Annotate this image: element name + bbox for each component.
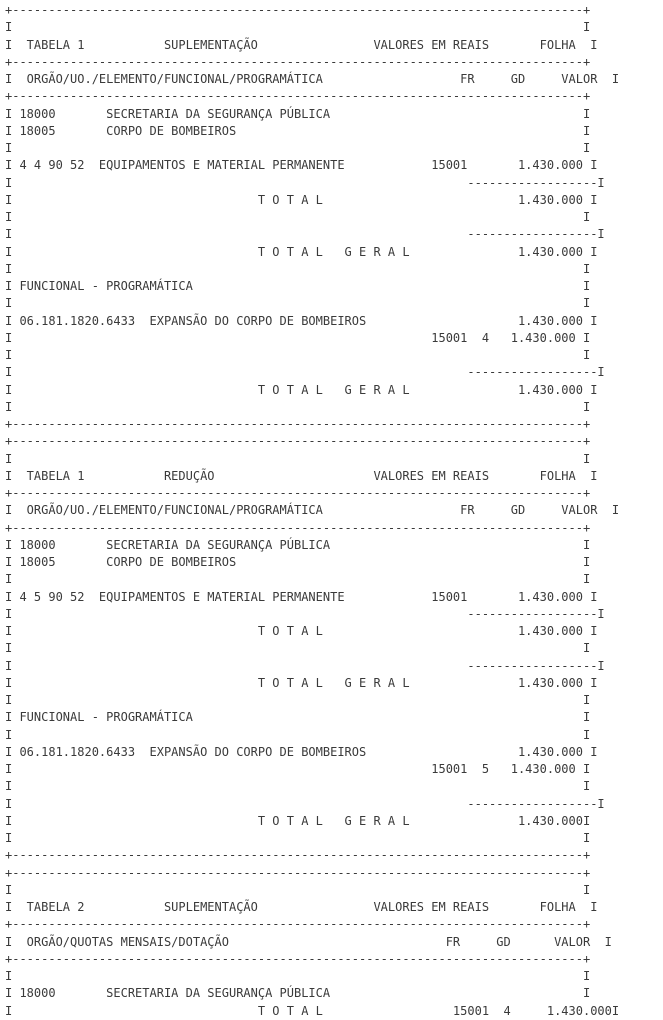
text-line: I 06.181.1820.6433 EXPANSÃO DO CORPO DE BOMBEIROS 1.430.000 I (5, 313, 598, 328)
text-line: I 18005 CORPO DE BOMBEIROS I (5, 123, 591, 138)
text-line: I I (5, 727, 591, 742)
text-line: I ------------------I (5, 365, 605, 380)
text-line: I I (5, 20, 591, 35)
text-line: +-------------------------------------------------------------------------------+ (5, 434, 591, 449)
text-line: I I (5, 348, 591, 362)
text-line: I ORGÃO/UO./ELEMENTO/FUNCIONAL/PROGRAMÁTICA FR GD VALOR I (5, 503, 620, 518)
text-line: I I (5, 779, 591, 794)
text-line: +-------------------------------------------------------------------------------+ (5, 89, 591, 104)
text-line: I ------------------I (5, 606, 605, 621)
text-line: I ------------------I (5, 227, 605, 242)
text-line: I ------------------I (5, 796, 605, 811)
text-line: I TABELA 1 SUPLEMENTAÇÃO VALORES EM REAIS FOLHA I (5, 37, 598, 52)
text-line: +-------------------------------------------------------------------------------+ (5, 417, 591, 431)
text-line: I I (5, 641, 591, 656)
text-line: I T O T A L G E R A L 1.430.000 I (5, 244, 598, 259)
text-line: I TABELA 2 SUPLEMENTAÇÃO VALORES EM REAIS FOLHA I (5, 900, 598, 914)
text-line: I I (5, 451, 591, 466)
text-line: I I (5, 296, 591, 311)
text-line: I I (5, 882, 591, 897)
text-line: +-------------------------------------------------------------------------------+ (5, 951, 591, 966)
text-line: I I (5, 831, 591, 845)
text-line: +-------------------------------------------------------------------------------+ (5, 486, 591, 500)
text-line: I T O T A L G E R A L 1.430.000 I (5, 382, 598, 397)
text-line: I I (5, 141, 591, 155)
text-line: +-------------------------------------------------------------------------------+ (5, 865, 591, 880)
text-line: I FUNCIONAL - PROGRAMÁTICA I (5, 279, 591, 293)
text-line: I 18005 CORPO DE BOMBEIROS I (5, 555, 591, 569)
text-line: I I (5, 399, 591, 414)
text-line: I I (5, 693, 591, 707)
text-line: I T O T A L 1.430.000 I (5, 192, 598, 207)
text-line: I I (5, 261, 591, 276)
text-line: I 06.181.1820.6433 EXPANSÃO DO CORPO DE BOMBEIROS 1.430.000 I (5, 744, 598, 759)
text-line: I T O T A L G E R A L 1.430.000 I (5, 675, 598, 690)
text-line: +-------------------------------------------------------------------------------+ (5, 54, 591, 69)
text-line: I T O T A L G E R A L 1.430.000I (5, 813, 591, 828)
text-line: I 4 5 90 52 EQUIPAMENTOS E MATERIAL PERMANENTE 15001 1.430.000 I (5, 589, 598, 604)
text-line: I 18000 SECRETARIA DA SEGURANÇA PÚBLICA I (5, 986, 591, 1001)
text-line: I I (5, 572, 591, 587)
text-line: +-------------------------------------------------------------------------------+ (5, 520, 591, 535)
text-line: I 18000 SECRETARIA DA SEGURANÇA PÚBLICA I (5, 106, 591, 121)
text-line: I ORGÃO/UO./ELEMENTO/FUNCIONAL/PROGRAMÁTICA FR GD VALOR I (5, 72, 620, 86)
text-line: I 15001 5 1.430.000 I (5, 762, 591, 776)
text-line: I I (5, 210, 591, 224)
text-line: I 18000 SECRETARIA DA SEGURANÇA PÚBLICA I (5, 537, 591, 552)
text-line: I 15001 4 1.430.000 I (5, 330, 591, 345)
text-line: I 4 4 90 52 EQUIPAMENTOS E MATERIAL PERMANENTE 15001 1.430.000 I (5, 158, 598, 173)
text-line: I ------------------I (5, 658, 605, 673)
text-line: I ORGÃO/QUOTAS MENSAIS/DOTAÇÃO FR GD VALOR I (5, 934, 612, 949)
text-line: I ------------------I (5, 175, 605, 190)
text-line: I TABELA 1 REDUÇÃO VALORES EM REAIS FOLHA I (5, 468, 598, 483)
text-line: I T O T A L 1.430.000 I (5, 624, 598, 638)
text-line: I FUNCIONAL - PROGRAMÁTICA I (5, 710, 591, 725)
text-line: +-------------------------------------------------------------------------------+ (5, 3, 591, 17)
text-line: +-------------------------------------------------------------------------------+ (5, 917, 591, 932)
text-line: I T O T A L 15001 4 1.430.000I (5, 1003, 620, 1018)
text-line: +-------------------------------------------------------------------------------+ (5, 848, 591, 863)
text-line: I I (5, 969, 591, 983)
